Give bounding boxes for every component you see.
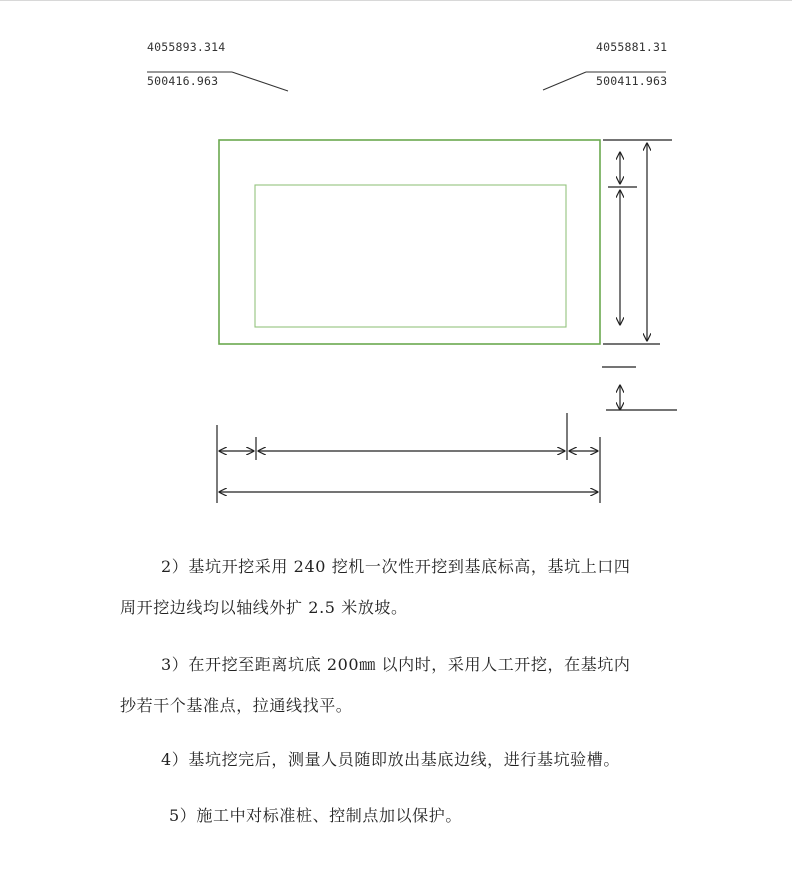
vertical-dimension-lines [602, 140, 677, 410]
paragraph-3-line-1: 3）在开挖至距离坑底 200㎜ 以内时，采用人工开挖，在基坑内 [161, 655, 631, 674]
pit-outer-boundary [219, 140, 600, 344]
paragraph-5: 5）施工中对标准桩、控制点加以保护。 [169, 806, 462, 825]
horizontal-dimension-lines [217, 413, 600, 503]
paragraph-2-line-2: 周开挖边线均以轴线外扩 2.5 米放坡。 [120, 598, 408, 617]
pit-inner-boundary [255, 185, 566, 327]
left-coordinate-northing: 4055893.314 [147, 40, 226, 54]
right-coordinate-easting: 500411.963 [596, 74, 668, 88]
left-coordinate-leader [147, 72, 288, 91]
paragraph-2-line-1: 2）基坑开挖采用 240 挖机一次性开挖到基底标高，基坑上口四 [161, 557, 631, 576]
right-coordinate-northing: 4055881.31 [596, 40, 668, 54]
paragraph-3-line-2: 抄若干个基准点，拉通线找平。 [120, 696, 353, 715]
right-coordinate-leader [543, 72, 666, 90]
paragraph-4: 4）基坑挖完后，测量人员随即放出基底边线，进行基坑验槽。 [161, 750, 620, 769]
left-coordinate-easting: 500416.963 [147, 74, 219, 88]
